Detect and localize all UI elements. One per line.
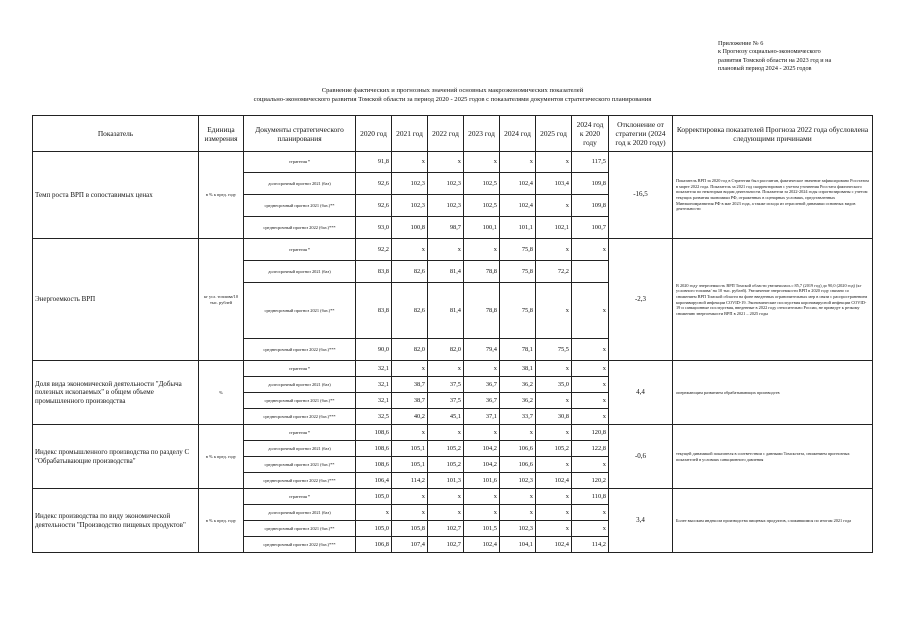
value-y2020: 32,5 [356,409,392,425]
value-vs2020: 109,8 [572,195,609,217]
indicator-name: Темп роста ВРП в сопоставимых ценах [33,152,199,239]
value-y2023: 78,8 [464,261,500,283]
header-2024-vs-2020: 2024 год к 2020 году [572,116,609,152]
value-vs2020: х [572,339,609,361]
deviation-cell: -2,3 [609,239,673,361]
value-y2025: х [536,457,572,473]
value-y2021: 114,2 [392,473,428,489]
doc-cell: стратегия * [244,425,356,441]
value-y2023: 78,8 [464,283,500,339]
deviation-cell: 3,4 [609,489,673,553]
appendix-line: плановый период 2024 - 2025 годов [718,65,812,73]
value-y2020: 108,6 [356,441,392,457]
value-y2021: х [392,152,428,173]
value-y2024: 75,8 [500,261,536,283]
value-y2025: 102,4 [536,473,572,489]
value-y2023: х [464,152,500,173]
value-y2023: 37,1 [464,409,500,425]
doc-cell: среднесрочный прогноз 2022 (баз.)*** [244,339,356,361]
doc-cell: среднесрочный прогноз 2021 (баз.)** [244,283,356,339]
value-y2024: х [500,505,536,521]
header-2024: 2024 год [500,116,536,152]
value-y2024: 102,3 [500,473,536,489]
correction-cell: опережающим развитием обрабатывающих производств [673,361,873,425]
comparison-table [32,115,873,553]
doc-cell: среднесрочный прогноз 2021 (баз.)** [244,195,356,217]
value-vs2020: 109,8 [572,173,609,195]
correction-cell: Показатель ВРП за 2020 год в Стратегии был рассчитан, фактическое значение зафиксировано Росстатом в марте 2022 года. Показатель за 2021 год скорректирован с учетом уточнения Росстата фактического показателя по некоторым видам деятельности. Показатели за 2022-2024 годы спрогнозированы с учетом текущих развития экономики РФ, отраженных в сценарных условиях, представленных Минэкономразвития РФ в мае 2023 года, а также исхода из отраслевой динамики основных видов деятельности [673,152,873,239]
value-y2025: 30,8 [536,409,572,425]
unit-cell: в % к пред. году [199,489,244,553]
value-y2022: 82,0 [428,339,464,361]
value-y2022: 101,3 [428,473,464,489]
correction-cell: текущей динамикой показателя в соответствии с данными Томскстата, снижением прогнозных показателей в условиях санкционного давления [673,425,873,489]
value-y2025: х [536,239,572,261]
indicator-name: Индекс производства по виду экономической деятельности "Производство пищевых продуктов" [33,489,199,553]
value-y2020: 106,8 [356,537,392,553]
value-y2023: 104,2 [464,441,500,457]
value-y2020: 105,0 [356,489,392,505]
appendix-line: к Прогнозу социально-экономического [718,48,821,56]
value-y2020: 92,2 [356,239,392,261]
value-y2022: х [428,361,464,377]
value-y2024: 101,1 [500,217,536,239]
unit-cell: кг усл. топлива/10 тыс. рублей [199,239,244,361]
value-y2020: 32,1 [356,361,392,377]
value-y2022: х [428,425,464,441]
value-y2025: х [536,489,572,505]
value-y2024: 104,1 [500,537,536,553]
value-vs2020: х [572,393,609,409]
value-y2021: 105,8 [392,521,428,537]
value-y2023: х [464,361,500,377]
value-y2020: 32,1 [356,393,392,409]
value-vs2020: х [572,361,609,377]
doc-cell: долгосрочный прогноз 2021 (баз) [244,441,356,457]
value-y2020: 83,8 [356,261,392,283]
doc-cell: долгосрочный прогноз 2021 (баз) [244,377,356,393]
value-y2020: 106,4 [356,473,392,489]
value-y2021: 38,7 [392,377,428,393]
header-2021: 2021 год [392,116,428,152]
value-y2022: 45,1 [428,409,464,425]
value-y2021: 102,3 [392,195,428,217]
header-2022: 2022 год [428,116,464,152]
value-y2020: 108,6 [356,425,392,441]
value-y2025: 75,5 [536,339,572,361]
value-y2022: 81,4 [428,283,464,339]
value-y2021: х [392,425,428,441]
title-line: социально-экономического развития Томской области за период 2020 - 2025 годов с показателями документов стратегического планирования [253,95,652,103]
value-vs2020: х [572,283,609,339]
deviation-cell: -16,5 [609,152,673,239]
value-y2022: 98,7 [428,217,464,239]
value-vs2020: 117,5 [572,152,609,173]
value-y2021: 40,2 [392,409,428,425]
value-y2025: 102,1 [536,217,572,239]
value-y2024: х [500,152,536,173]
value-vs2020: х [572,457,609,473]
value-vs2020 [572,261,609,283]
deviation-cell: -0,6 [609,425,673,489]
value-y2021: 100,8 [392,217,428,239]
header-deviation: Отклонение от стратегии (2024 год к 2020 году) [609,116,673,152]
value-y2024: 36,2 [500,393,536,409]
header-row [33,116,873,152]
value-y2022: 105,2 [428,441,464,457]
header-2025: 2025 год [536,116,572,152]
value-y2024: 102,4 [500,173,536,195]
doc-cell: стратегия * [244,361,356,377]
value-y2022: х [428,505,464,521]
value-y2024: 38,1 [500,361,536,377]
value-y2022: 102,3 [428,173,464,195]
value-y2021: 105,1 [392,457,428,473]
value-vs2020: х [572,505,609,521]
value-y2021: 82,6 [392,261,428,283]
value-y2022: 105,2 [428,457,464,473]
value-y2020: 92,6 [356,173,392,195]
value-y2024: 33,7 [500,409,536,425]
value-y2021: 38,7 [392,393,428,409]
appendix-note [718,40,898,74]
value-y2024: 75,8 [500,239,536,261]
value-y2023: х [464,489,500,505]
value-y2020: 108,6 [356,457,392,473]
doc-cell: среднесрочный прогноз 2021 (баз.)** [244,457,356,473]
doc-cell: среднесрочный прогноз 2021 (баз.)** [244,393,356,409]
value-y2020: 83,8 [356,283,392,339]
table-row [33,239,873,261]
correction-cell: В 2020 году энергоемкость ВРП Томской области увеличилась с 85,7 (2019 год) до 90,0 (2020 год) (кг условного топлива/ на 10 тыс. рублей). Увеличение энергоемкости ВРП в 2020 году связано со снижением ВРП Томской области на фоне введенных ограничительных мер в связи с распространением коронавирусной инфекции COVID-19. Экономические последствия коронавирусной инфекции COVID-19 и санкционные последствия, введенные в 2022 году относительно России, не приведут к резкому снижению энергоемкости ВРП в 2021 – 2025 годы [673,239,873,361]
table-row [33,425,873,441]
value-y2025: х [536,361,572,377]
value-y2020: 91,8 [356,152,392,173]
value-vs2020: 110,8 [572,489,609,505]
value-y2025: х [536,521,572,537]
value-y2023: 100,1 [464,217,500,239]
value-y2023: 104,2 [464,457,500,473]
header-2023: 2023 год [464,116,500,152]
deviation-cell: 4,4 [609,361,673,425]
value-y2023: 101,6 [464,473,500,489]
header-unit: Единица измерения [199,116,244,152]
header-2020: 2020 год [356,116,392,152]
indicator-name: Индекс промышленного производства по разделу С "Обрабатывающие производства" [33,425,199,489]
header-docs: Документы стратегического планирования [244,116,356,152]
value-vs2020: 114,2 [572,537,609,553]
doc-cell: среднесрочный прогноз 2022 (баз.)*** [244,409,356,425]
value-y2020: х [356,505,392,521]
value-y2023: 36,7 [464,393,500,409]
value-y2020: 93,0 [356,217,392,239]
value-y2024: 78,1 [500,339,536,361]
value-y2022: х [428,489,464,505]
doc-cell: среднесрочный прогноз 2021 (баз.)** [244,521,356,537]
value-y2022: 37,5 [428,393,464,409]
value-y2022: 81,4 [428,261,464,283]
header-indicator: Показатель [33,116,199,152]
value-y2021: х [392,489,428,505]
value-vs2020: 122,8 [572,441,609,457]
unit-cell: в % к пред. году [199,152,244,239]
value-vs2020: х [572,239,609,261]
value-y2025: 72,2 [536,261,572,283]
value-vs2020: 120,8 [572,425,609,441]
value-y2022: 102,3 [428,195,464,217]
value-y2023: 102,5 [464,195,500,217]
value-y2021: 102,3 [392,173,428,195]
title-line: Сравнение фактических и прогнозных значений основных макроэкономических показателей [321,87,584,94]
indicator-name: Энергоемкость ВРП [33,239,199,361]
correction-cell: Более высоким индексом производства пищевых продуктов, сложившимся по итогам 2021 года [673,489,873,553]
value-y2024: 36,2 [500,377,536,393]
doc-cell: среднесрочный прогноз 2022 (баз.)*** [244,217,356,239]
value-y2021: х [392,505,428,521]
value-y2020: 92,6 [356,195,392,217]
value-y2020: 105,0 [356,521,392,537]
indicator-name: Доля вида экономической деятельности "Добыча полезных ископаемых" в общем объеме промышленного производства [33,361,199,425]
value-y2025: 103,4 [536,173,572,195]
value-y2023: 102,4 [464,537,500,553]
value-y2025: х [536,152,572,173]
value-vs2020: х [572,377,609,393]
value-y2023: х [464,239,500,261]
value-y2025: х [536,505,572,521]
doc-cell: стратегия * [244,152,356,173]
value-y2022: х [428,152,464,173]
value-y2022: 37,5 [428,377,464,393]
value-y2021: 105,1 [392,441,428,457]
value-y2024: 106,6 [500,457,536,473]
doc-cell: стратегия * [244,239,356,261]
value-y2024: 102,3 [500,521,536,537]
value-y2024: 106,6 [500,441,536,457]
doc-cell: стратегия * [244,489,356,505]
value-y2021: х [392,361,428,377]
doc-cell: среднесрочный прогноз 2022 (баз.)*** [244,473,356,489]
value-y2020: 32,1 [356,377,392,393]
value-y2024: х [500,425,536,441]
value-y2022: 102,7 [428,521,464,537]
doc-cell: долгосрочный прогноз 2021 (баз) [244,505,356,521]
value-y2025: 105,2 [536,441,572,457]
document-title [0,87,905,104]
value-y2025: 35,0 [536,377,572,393]
value-y2024: 75,8 [500,283,536,339]
value-y2023: х [464,505,500,521]
value-vs2020: 100,7 [572,217,609,239]
header-correction: Корректировка показателей Прогноза 2022 года обусловлена следующими причинами [673,116,873,152]
value-y2021: х [392,239,428,261]
value-y2021: 107,4 [392,537,428,553]
value-y2020: 90,0 [356,339,392,361]
value-y2022: 102,7 [428,537,464,553]
value-y2024: 102,4 [500,195,536,217]
table-row [33,489,873,505]
value-vs2020: 120,2 [572,473,609,489]
value-y2022: х [428,239,464,261]
doc-cell: долгосрочный прогноз 2021 (баз) [244,173,356,195]
unit-cell: в % к пред. году [199,425,244,489]
doc-cell: долгосрочный прогноз 2021 (баз) [244,261,356,283]
value-y2023: 79,4 [464,339,500,361]
value-y2023: 102,5 [464,173,500,195]
appendix-line: Приложение № 6 [718,40,764,47]
value-y2021: 82,0 [392,339,428,361]
table-row [33,361,873,377]
table-row [33,152,873,173]
value-y2023: 101,5 [464,521,500,537]
value-y2025: 102,4 [536,537,572,553]
value-y2025: х [536,283,572,339]
value-y2025: х [536,195,572,217]
unit-cell: % [199,361,244,425]
value-vs2020: х [572,521,609,537]
value-y2025: х [536,393,572,409]
value-vs2020: х [572,409,609,425]
value-y2023: х [464,425,500,441]
doc-cell: среднесрочный прогноз 2022 (баз.)*** [244,537,356,553]
value-y2021: 82,6 [392,283,428,339]
appendix-line: развития Томской области на 2023 год и на [718,56,832,64]
value-y2023: 36,7 [464,377,500,393]
value-y2024: х [500,489,536,505]
value-y2025: х [536,425,572,441]
